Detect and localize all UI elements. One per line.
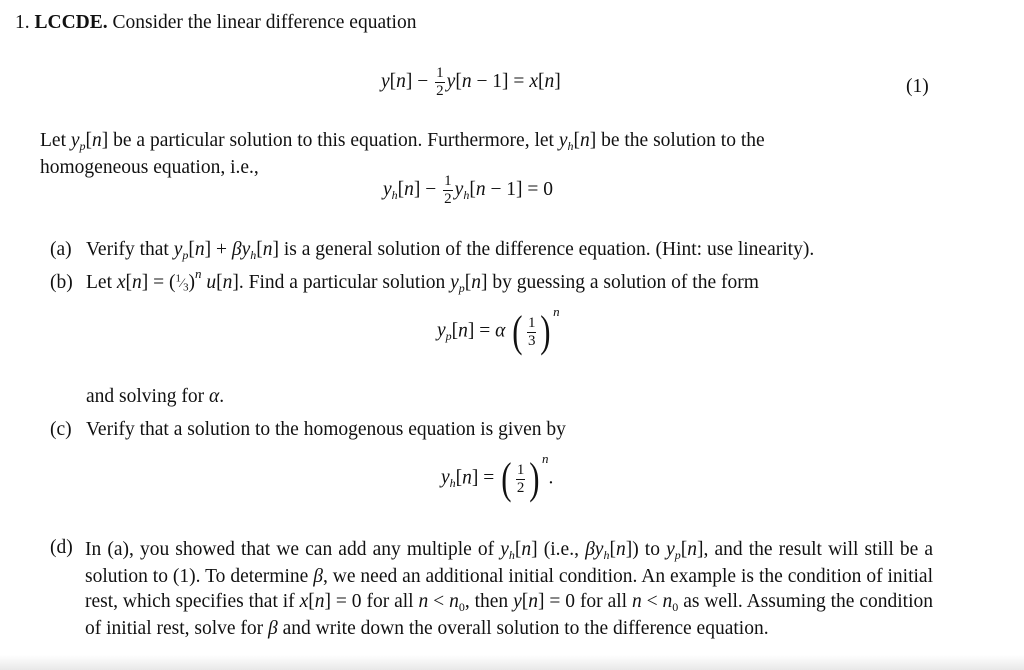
part-b-solve: and solving for α. (86, 386, 225, 407)
homogeneous-intro: Let $y_p[n]$ be a particular solution to this equation. Furthermore, let $y_h[n]$ be the solution to the homogeneous equation, i.e., (40, 130, 765, 178)
homogeneous-equation: $y_h[n]$ − $\frac{1}{2}$ $y_h[n - 1] = 0$ (383, 173, 554, 207)
part-d-label: (d) (50, 537, 73, 558)
part-a-label: (a) (50, 239, 72, 260)
part-b-text: Let $x[n] = (^1⁄_3)^n$ u[n]. Find a particular solution $y_p[n]$ by guessing a solution of the form (86, 266, 759, 295)
equation-1-label: (1) (906, 76, 929, 97)
part-c-label: (c) (50, 419, 72, 440)
problem-intro: Consider the linear difference equation (112, 12, 417, 33)
problem-header (15, 12, 416, 34)
part-d-text: In (a), you showed that we can add any multiple of $y_h[n]$ (i.e., $\beta y_h[n]$) to $y_p[n]$, and the result will still be a solution to (1). To determine β, we need an additional initial condition. An example is the condition of initial rest, which specifies that if x[n] = 0 for all $n < n_0$, then y[n] = 0 for all $n < n_0$ as well. Assuming the condition of initial rest, solve for β and write down the overall solution to the difference equation. (85, 539, 934, 639)
part-a-text: Verify that $y_p[n] + \beta y_h[n]$ is a general solution of the difference equation. (Hint: use linearity). (86, 239, 815, 262)
part-c-text: Verify that a solution to the homogenous equation is given by (86, 419, 566, 440)
bottom-edge-shadow (0, 655, 1024, 670)
problem-title: LCCDE. (34, 12, 108, 33)
problem-number: 1. (15, 12, 30, 33)
guess-equation: $y_p[n] = \alpha$ ( $\frac{1}{3}$ ) $^n$ (437, 304, 560, 356)
equation-1: y[n] − $\frac{1}{2}$ y[n − 1] = x[n] (381, 65, 561, 99)
part-b-label: (b) (50, 272, 73, 293)
homogeneous-solution: $y_h[n]$ = ( $\frac{1}{2}$ ) $^n$. (441, 451, 554, 503)
